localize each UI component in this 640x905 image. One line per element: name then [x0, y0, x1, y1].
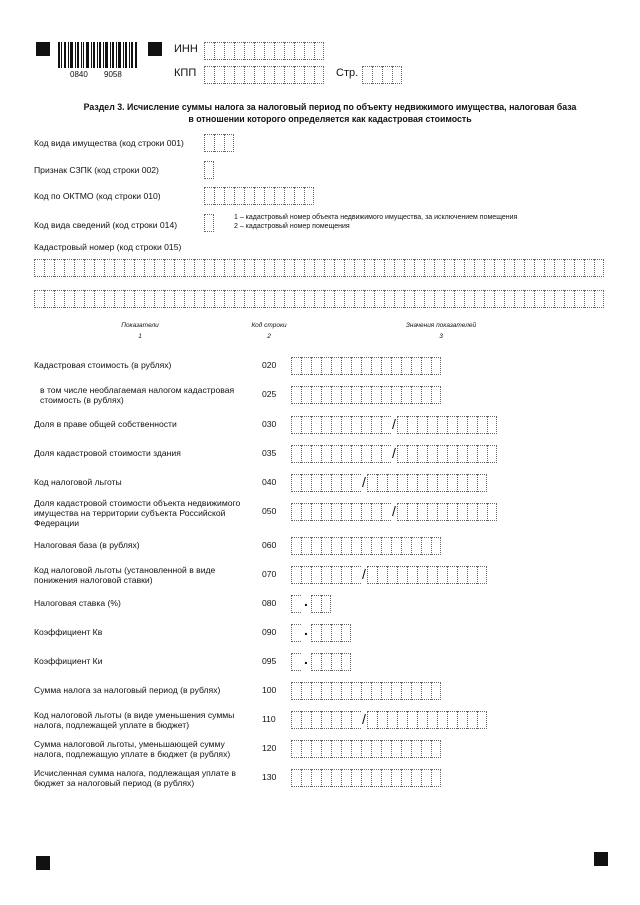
value-field-120[interactable]	[291, 740, 441, 758]
line-code-095: 095	[262, 656, 277, 666]
section-title-line-2: в отношении которого определяется как кадастровая стоимость	[188, 114, 472, 124]
value-field-060[interactable]	[291, 537, 441, 555]
value-field-035[interactable]	[291, 445, 497, 463]
barcode-number-1: 0840	[70, 70, 88, 79]
line-code-080: 080	[262, 598, 277, 608]
indicator-label-035: Доля кадастровой стоимости здания	[34, 448, 181, 458]
barcode	[58, 42, 138, 68]
fraction-slash: /	[362, 566, 366, 582]
fraction-slash: /	[362, 711, 366, 727]
property-kind-field[interactable]	[204, 134, 234, 152]
line-code-100: 100	[262, 685, 277, 695]
value-field-040[interactable]	[291, 474, 487, 492]
decimal-point: .	[304, 651, 308, 667]
indicator-label-090: Коэффициент Кв	[34, 627, 103, 637]
value-field-080[interactable]	[291, 595, 331, 613]
line-code-120: 120	[262, 743, 277, 753]
column-header-indicators	[110, 322, 170, 340]
line-code-050: 050	[262, 506, 277, 516]
column-header-line-code-num: 2	[267, 333, 271, 340]
info-note-2: 2 – кадастровый номер помещения	[234, 223, 350, 230]
info-note-1: 1 – кадастровый номер объекта недвижимого имущества, за исключением помещения	[234, 214, 518, 221]
property-kind-label: Код вида имущества (код строки 001)	[34, 138, 184, 148]
value-field-100[interactable]	[291, 682, 441, 700]
line-code-070: 070	[262, 569, 277, 579]
value-field-070[interactable]	[291, 566, 487, 584]
indicator-label-080: Налоговая ставка (%)	[34, 598, 121, 608]
line-code-025: 025	[262, 389, 277, 399]
column-header-indicators-num: 1	[138, 333, 142, 340]
cadastral-number-label: Кадастровый номер (код строки 015)	[34, 242, 182, 252]
cadastral-number-field-row2[interactable]	[34, 290, 604, 308]
line-code-110: 110	[262, 714, 276, 724]
info-kind-notes	[234, 213, 517, 231]
szpk-label: Признак СЗПК (код строки 002)	[34, 165, 159, 175]
registration-mark-top-left	[36, 42, 50, 56]
line-code-130: 130	[262, 772, 277, 782]
indicator-label-100: Сумма налога за налоговый период (в рублях)	[34, 685, 221, 695]
fraction-slash: /	[392, 503, 396, 519]
page-label: Стр.	[336, 67, 359, 79]
info-kind-field[interactable]	[204, 214, 214, 232]
line-code-060: 060	[262, 540, 277, 550]
szpk-field[interactable]	[204, 161, 214, 179]
value-field-030[interactable]	[291, 416, 497, 434]
indicator-label-130: Исчисленная сумма налога, подлежащая уплате в бюджет за налоговый период (в рублях)	[34, 768, 236, 788]
column-header-indicators-label: Показатели	[121, 322, 159, 329]
oktmo-label: Код по ОКТМО (код строки 010)	[34, 191, 161, 201]
registration-mark-bottom-left	[36, 856, 50, 870]
page-field[interactable]	[362, 66, 402, 84]
indicator-label-070: Код налоговой льготы (установленной в виде понижения налоговой ставки)	[34, 565, 216, 585]
column-header-line-code	[244, 322, 294, 340]
barcode-number-2: 9058	[104, 70, 122, 79]
value-field-025[interactable]	[291, 386, 441, 404]
indicator-label-050: Доля кадастровой стоимости объекта недвижимого имущества на территории субъекта Российской Федерации	[34, 498, 241, 528]
section-title	[40, 101, 620, 125]
indicator-label-040: Код налоговой льготы	[34, 477, 122, 487]
indicator-label-020: Кадастровая стоимость (в рублях)	[34, 360, 172, 370]
indicator-label-025: в том числе необлагаемая налогом кадастровая стоимость (в рублях)	[40, 385, 235, 405]
indicator-label-030: Доля в праве общей собственности	[34, 419, 177, 429]
fraction-slash: /	[392, 445, 396, 461]
inn-label: ИНН	[174, 43, 198, 55]
indicator-label-110: Код налоговой льготы (в виде уменьшения суммы налога, подлежащей уплате в бюджет)	[34, 710, 235, 730]
column-header-line-code-label: Код строки	[251, 322, 287, 329]
value-field-020[interactable]	[291, 357, 441, 375]
kpp-field[interactable]	[204, 66, 324, 84]
indicator-label-060: Налоговая база (в рублях)	[34, 540, 140, 550]
fraction-slash: /	[392, 416, 396, 432]
value-field-090[interactable]	[291, 624, 351, 642]
line-code-030: 030	[262, 419, 277, 429]
line-code-020: 020	[262, 360, 277, 370]
value-field-130[interactable]	[291, 769, 441, 787]
value-field-110[interactable]	[291, 711, 487, 729]
indicator-label-120: Сумма налоговой льготы, уменьшающей сумму налога, подлежащую уплате в бюджет (в рублях)	[34, 739, 231, 759]
line-code-035: 035	[262, 448, 277, 458]
column-header-values-num: 3	[439, 333, 443, 340]
line-code-090: 090	[262, 627, 277, 637]
decimal-point: .	[304, 622, 308, 638]
decimal-point: .	[304, 593, 308, 609]
inn-field[interactable]	[204, 42, 324, 60]
value-field-095[interactable]	[291, 653, 351, 671]
oktmo-field[interactable]	[204, 187, 314, 205]
kpp-label: КПП	[174, 67, 197, 79]
value-field-050[interactable]	[291, 503, 497, 521]
column-header-values	[396, 322, 486, 340]
section-title-line-1: Раздел 3. Исчисление суммы налога за налоговый период по объекту недвижимого имущества, налоговая база	[83, 102, 577, 112]
info-kind-label: Код вида сведений (код строки 014)	[34, 220, 178, 230]
column-header-values-label: Значения показателей	[405, 322, 477, 329]
registration-mark-top-mid	[148, 42, 162, 56]
fraction-slash: /	[362, 474, 366, 490]
registration-mark-bottom-right	[594, 852, 608, 866]
cadastral-number-field-row1[interactable]	[34, 259, 604, 277]
line-code-040: 040	[262, 477, 277, 487]
indicator-label-095: Коэффициент Ки	[34, 656, 103, 666]
